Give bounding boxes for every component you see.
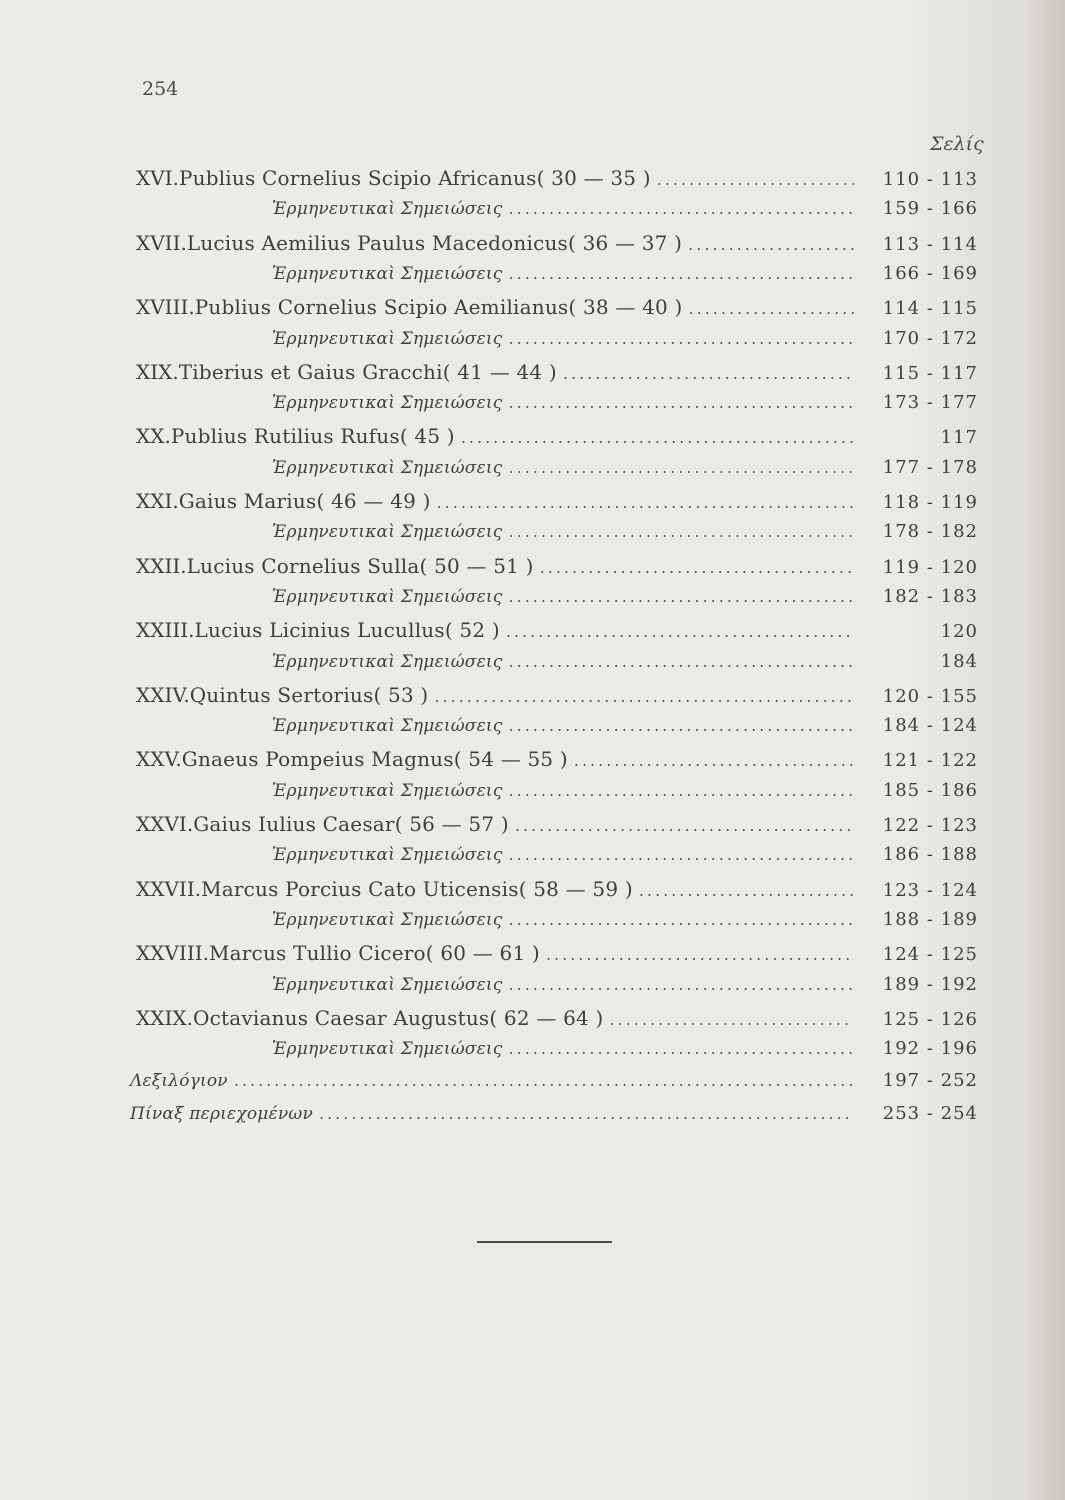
dot-leader xyxy=(509,910,854,929)
entry-title: Lucius Cornelius Sulla xyxy=(186,553,420,578)
dot-leader xyxy=(319,1104,854,1123)
toc-notes-entry xyxy=(272,457,978,487)
chapter-range: ( 38 — 40 ) xyxy=(568,295,683,320)
page-range: 159 - 166 xyxy=(882,198,978,220)
toc-entry xyxy=(136,295,978,325)
notes-label: Ἑρμηνευτικαὶ Σημειώσεις xyxy=(272,1039,503,1060)
toc-notes-entry xyxy=(272,651,978,681)
notes-label: Ἑρμηνευτικαὶ Σημειώσεις xyxy=(272,522,503,543)
toc-entry xyxy=(136,166,978,196)
dot-leader xyxy=(461,428,854,447)
toc-entry xyxy=(136,231,978,261)
entry-number: XXI. xyxy=(136,489,179,513)
dot-leader xyxy=(509,264,854,283)
dot-leader xyxy=(509,975,854,994)
page-number: 254 xyxy=(142,78,179,100)
dot-leader xyxy=(563,364,854,383)
page-range: 253 - 254 xyxy=(882,1102,978,1124)
page-range: 184 - 124 xyxy=(882,715,978,737)
page-range: 115 - 117 xyxy=(882,362,978,384)
dot-leader xyxy=(509,329,854,348)
page-range: 197 - 252 xyxy=(882,1070,978,1092)
toc-entry xyxy=(136,554,978,584)
toc-notes-entry xyxy=(272,263,978,293)
toc-entry xyxy=(136,1006,978,1036)
entry-number: XXVI. xyxy=(136,812,194,836)
page-range: 185 - 186 xyxy=(882,779,978,801)
page-range: 125 - 126 xyxy=(882,1008,978,1030)
closing-rule xyxy=(477,1241,612,1243)
entry-title: Publius Cornelius Scipio Aemilianus xyxy=(194,295,569,320)
dot-leader xyxy=(509,652,854,671)
toc-entry xyxy=(136,683,978,713)
entry-title: Lucius Licinius Lucullus xyxy=(194,618,445,643)
dot-leader xyxy=(688,235,854,254)
chapter-range: ( 50 — 51 ) xyxy=(419,553,534,578)
chapter-range: ( 41 — 44 ) xyxy=(442,359,557,384)
entry-title: Gnaeus Pompeius Magnus xyxy=(181,747,454,772)
toc-entry xyxy=(136,877,978,907)
notes-label: Ἑρμηνευτικαὶ Σημειώσεις xyxy=(272,780,503,801)
notes-label: Ἑρμηνευτικαὶ Σημειώσεις xyxy=(272,199,503,220)
page-range: 113 - 114 xyxy=(882,233,978,255)
entry-number: XIX. xyxy=(136,359,179,384)
dot-leader xyxy=(509,1039,854,1058)
entry-number: XXVII. xyxy=(136,876,202,901)
dot-leader xyxy=(540,558,854,577)
notes-label: Ἑρμηνευτικαὶ Σημειώσεις xyxy=(272,716,503,737)
toc-notes-entry xyxy=(272,198,978,228)
toc-entry xyxy=(136,747,978,777)
chapter-range: ( 30 — 35 ) xyxy=(536,166,651,190)
toc-notes-entry xyxy=(272,521,978,551)
toc-notes-entry xyxy=(272,844,978,874)
page-range: 121 - 122 xyxy=(882,750,978,772)
dot-leader xyxy=(509,522,854,541)
entry-title: Quintus Sertorius xyxy=(189,682,374,707)
notes-label: Ἑρμηνευτικαὶ Σημειώσεις xyxy=(272,586,503,607)
page-range: 178 - 182 xyxy=(882,521,978,543)
dot-leader xyxy=(437,493,854,512)
page-range: 120 xyxy=(940,621,978,643)
page-range: 189 - 192 xyxy=(882,973,978,995)
dot-leader xyxy=(610,1010,854,1029)
toc-notes-entry xyxy=(272,1038,978,1068)
page-range: 118 - 119 xyxy=(882,492,978,513)
dot-leader xyxy=(234,1071,854,1090)
dot-leader xyxy=(639,881,854,900)
page-range: 177 - 178 xyxy=(882,456,978,478)
page-range: 192 - 196 xyxy=(882,1038,978,1060)
chapter-range: ( 56 — 57 ) xyxy=(394,812,509,836)
toc-notes-entry xyxy=(272,328,978,358)
entry-title: Publius Rutilius Rufus xyxy=(170,424,400,449)
entry-number: XXII. xyxy=(136,553,187,578)
notes-label: Πίναξ περιεχομένων xyxy=(130,1103,313,1124)
page-range: 188 - 189 xyxy=(882,908,978,930)
entry-title: Octavianus Caesar Augustus xyxy=(192,1005,490,1030)
notes-label: Ἑρμηνευτικαὶ Σημειώσεις xyxy=(272,263,503,284)
toc-notes-entry xyxy=(272,974,978,1004)
chapter-range: ( 53 ) xyxy=(373,682,429,707)
page-range: 110 - 113 xyxy=(882,169,978,190)
page-range: 173 - 177 xyxy=(882,392,978,414)
dot-leader xyxy=(657,170,854,189)
page-range: 184 xyxy=(940,650,978,672)
dot-leader xyxy=(689,299,854,318)
toc-appendix-entry xyxy=(130,1103,978,1133)
page-range: 122 - 123 xyxy=(882,815,978,836)
toc-appendix-entry xyxy=(130,1070,978,1100)
dot-leader xyxy=(506,622,854,641)
chapter-range: ( 54 — 55 ) xyxy=(453,747,568,772)
chapter-range: ( 58 — 59 ) xyxy=(518,876,633,901)
entry-title: Marcus Porcius Cato Uticensis xyxy=(201,876,519,901)
entry-number: XX. xyxy=(136,424,171,449)
notes-label: Ἑρμηνευτικαὶ Σημειώσεις xyxy=(272,909,503,930)
entry-number: XXIX. xyxy=(136,1005,193,1030)
page-range: 117 xyxy=(940,427,978,449)
entry-number: XXIII. xyxy=(136,618,195,643)
dot-leader xyxy=(509,781,854,800)
page-range: 124 - 125 xyxy=(882,944,978,966)
dot-leader xyxy=(509,199,854,218)
page-column-header: Σελίς xyxy=(930,133,984,155)
chapter-range: ( 62 — 64 ) xyxy=(489,1005,604,1030)
toc-notes-entry xyxy=(272,392,978,422)
chapter-range: ( 36 — 37 ) xyxy=(568,230,683,255)
dot-leader xyxy=(574,751,854,770)
page-range: 119 - 120 xyxy=(882,556,978,578)
notes-label: Λεξιλόγιον xyxy=(130,1071,228,1092)
entry-number: XXV. xyxy=(136,747,182,772)
chapter-range: ( 52 ) xyxy=(444,618,500,643)
entry-title: Publius Cornelius Scipio Africanus xyxy=(178,166,537,190)
page-range: 166 - 169 xyxy=(882,262,978,284)
entry-number: XVIII. xyxy=(136,295,195,320)
dot-leader xyxy=(509,393,854,412)
page-range: 170 - 172 xyxy=(882,327,978,349)
entry-number: XXVIII. xyxy=(136,941,209,966)
entry-title: Gaius Marius xyxy=(178,489,317,513)
toc-entry xyxy=(136,812,978,842)
entry-title: Gaius Iulius Caesar xyxy=(193,812,395,836)
toc-entry xyxy=(136,618,978,648)
toc-entry xyxy=(136,489,978,519)
entry-title: Lucius Aemilius Paulus Macedonicus xyxy=(186,230,569,255)
toc-entry xyxy=(136,941,978,971)
page-range: 114 - 115 xyxy=(882,298,978,320)
notes-label: Ἑρμηνευτικαὶ Σημειώσεις xyxy=(272,974,503,995)
notes-label: Ἑρμηνευτικαὶ Σημειώσεις xyxy=(272,393,503,414)
notes-label: Ἑρμηνευτικαὶ Σημειώσεις xyxy=(272,845,503,866)
dot-leader xyxy=(509,845,854,864)
notes-label: Ἑρμηνευτικαὶ Σημειώσεις xyxy=(272,328,503,349)
dot-leader xyxy=(509,587,854,606)
entry-number: XVI. xyxy=(136,166,179,190)
page-range: 123 - 124 xyxy=(882,879,978,901)
dot-leader xyxy=(509,458,854,477)
toc-entry xyxy=(136,424,978,454)
toc-notes-entry xyxy=(272,586,978,616)
dot-leader xyxy=(515,816,854,835)
toc-notes-entry xyxy=(272,780,978,810)
chapter-range: ( 46 — 49 ) xyxy=(316,489,431,513)
toc-notes-entry xyxy=(272,909,978,939)
notes-label: Ἑρμηνευτικαὶ Σημειώσεις xyxy=(272,457,503,478)
entry-number: XXIV. xyxy=(136,682,190,707)
chapter-range: ( 45 ) xyxy=(399,424,455,449)
dot-leader xyxy=(509,716,854,735)
entry-title: Marcus Tullio Cicero xyxy=(208,941,426,966)
entry-number: XVII. xyxy=(136,230,187,255)
dot-leader xyxy=(434,687,854,706)
chapter-range: ( 60 — 61 ) xyxy=(425,941,540,966)
page-range: 186 - 188 xyxy=(882,844,978,866)
toc-notes-entry xyxy=(272,715,978,745)
page-range: 120 - 155 xyxy=(882,685,978,707)
toc-entry xyxy=(136,360,978,390)
notes-label: Ἑρμηνευτικαὶ Σημειώσεις xyxy=(272,651,503,672)
entry-title: Tiberius et Gaius Gracchi xyxy=(178,359,443,384)
page-range: 182 - 183 xyxy=(882,585,978,607)
dot-leader xyxy=(546,945,854,964)
